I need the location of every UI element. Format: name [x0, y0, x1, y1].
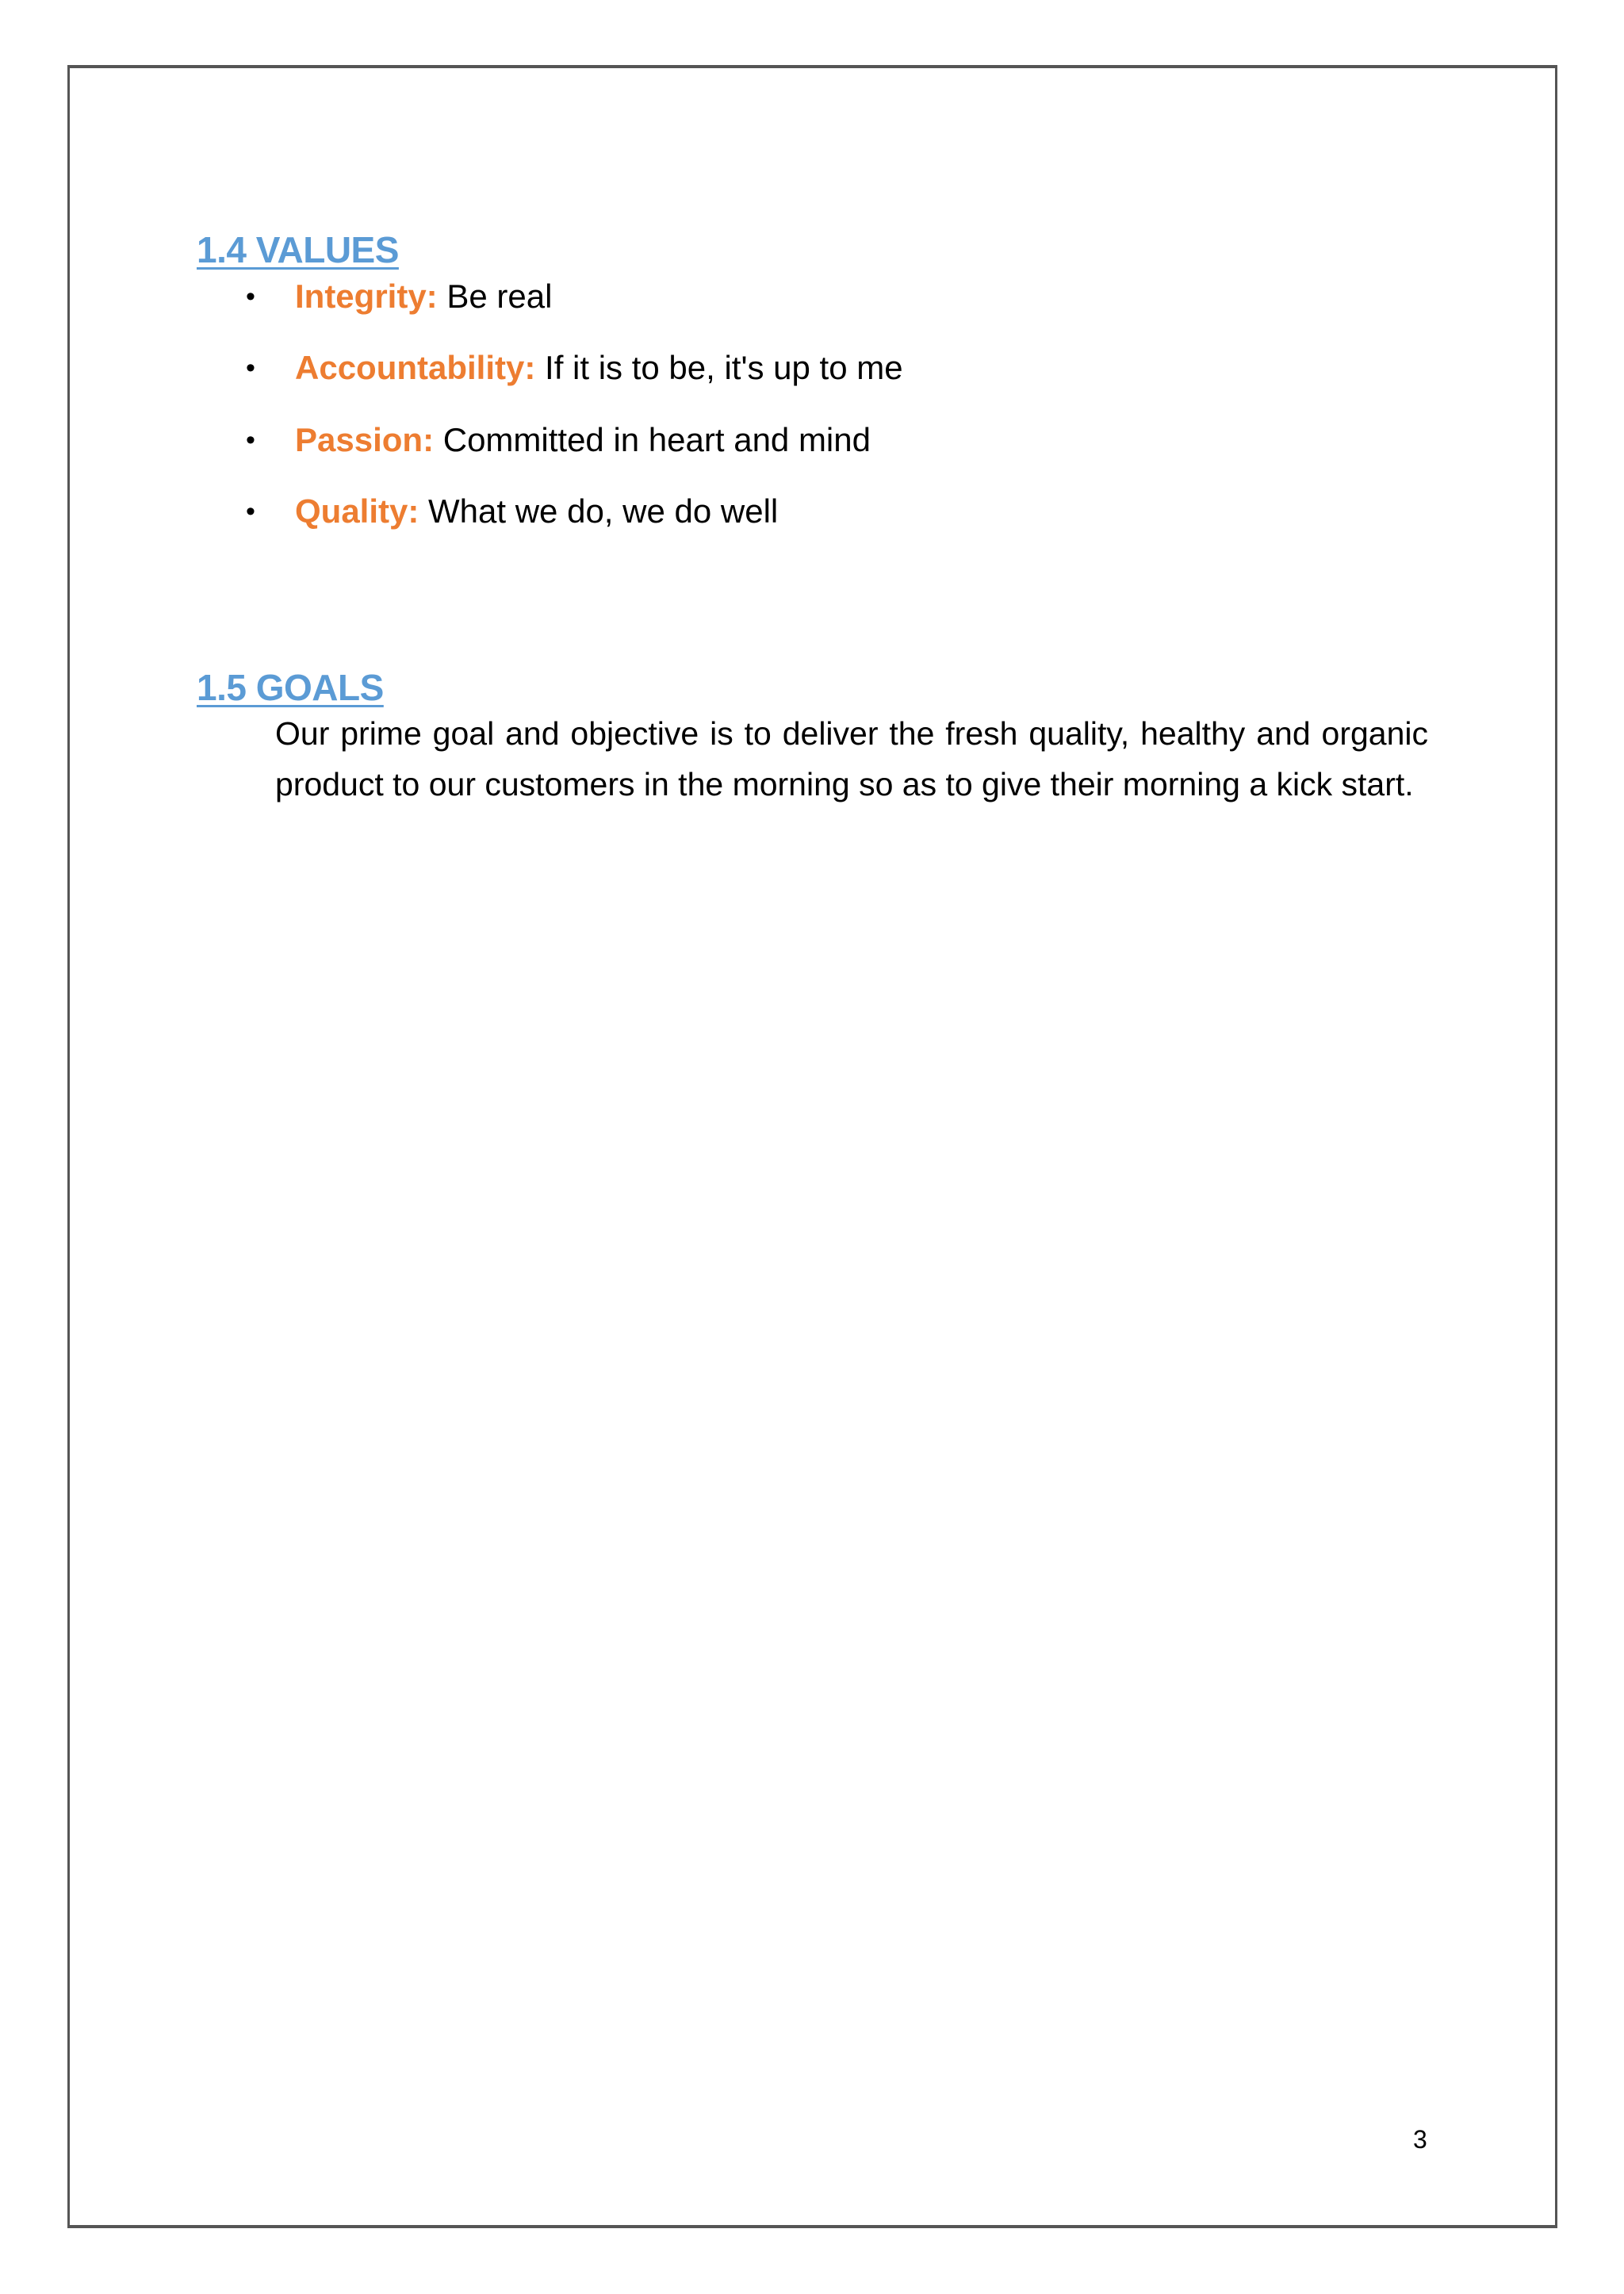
value-item-integrity: [246, 273, 552, 320]
value-description: If it is to be, it's up to me: [535, 349, 903, 386]
values-heading: 1.4 VALUES: [197, 229, 399, 271]
value-item-accountability: [246, 344, 903, 392]
value-description: Committed in heart and mind: [434, 421, 871, 458]
value-description: Be real: [437, 278, 553, 315]
value-term: Integrity:: [295, 278, 438, 315]
value-description: What we do, we do well: [419, 492, 779, 530]
value-term: Accountability:: [295, 349, 536, 386]
page-number: 3: [1413, 2125, 1427, 2154]
bullet-icon: •: [246, 496, 255, 527]
bullet-icon: •: [246, 353, 255, 383]
goals-heading: 1.5 GOALS: [197, 667, 384, 709]
value-term: Passion:: [295, 421, 435, 458]
value-term: Quality:: [295, 492, 419, 530]
goals-paragraph: Our prime goal and objective is to deliver the fresh quality, healthy and organic product to our customers in the morning so as to give their morning a kick start.: [275, 715, 1428, 802]
value-item-quality: [246, 488, 778, 535]
bullet-icon: •: [246, 281, 255, 312]
bullet-icon: •: [246, 425, 255, 455]
value-item-passion: [246, 416, 871, 464]
